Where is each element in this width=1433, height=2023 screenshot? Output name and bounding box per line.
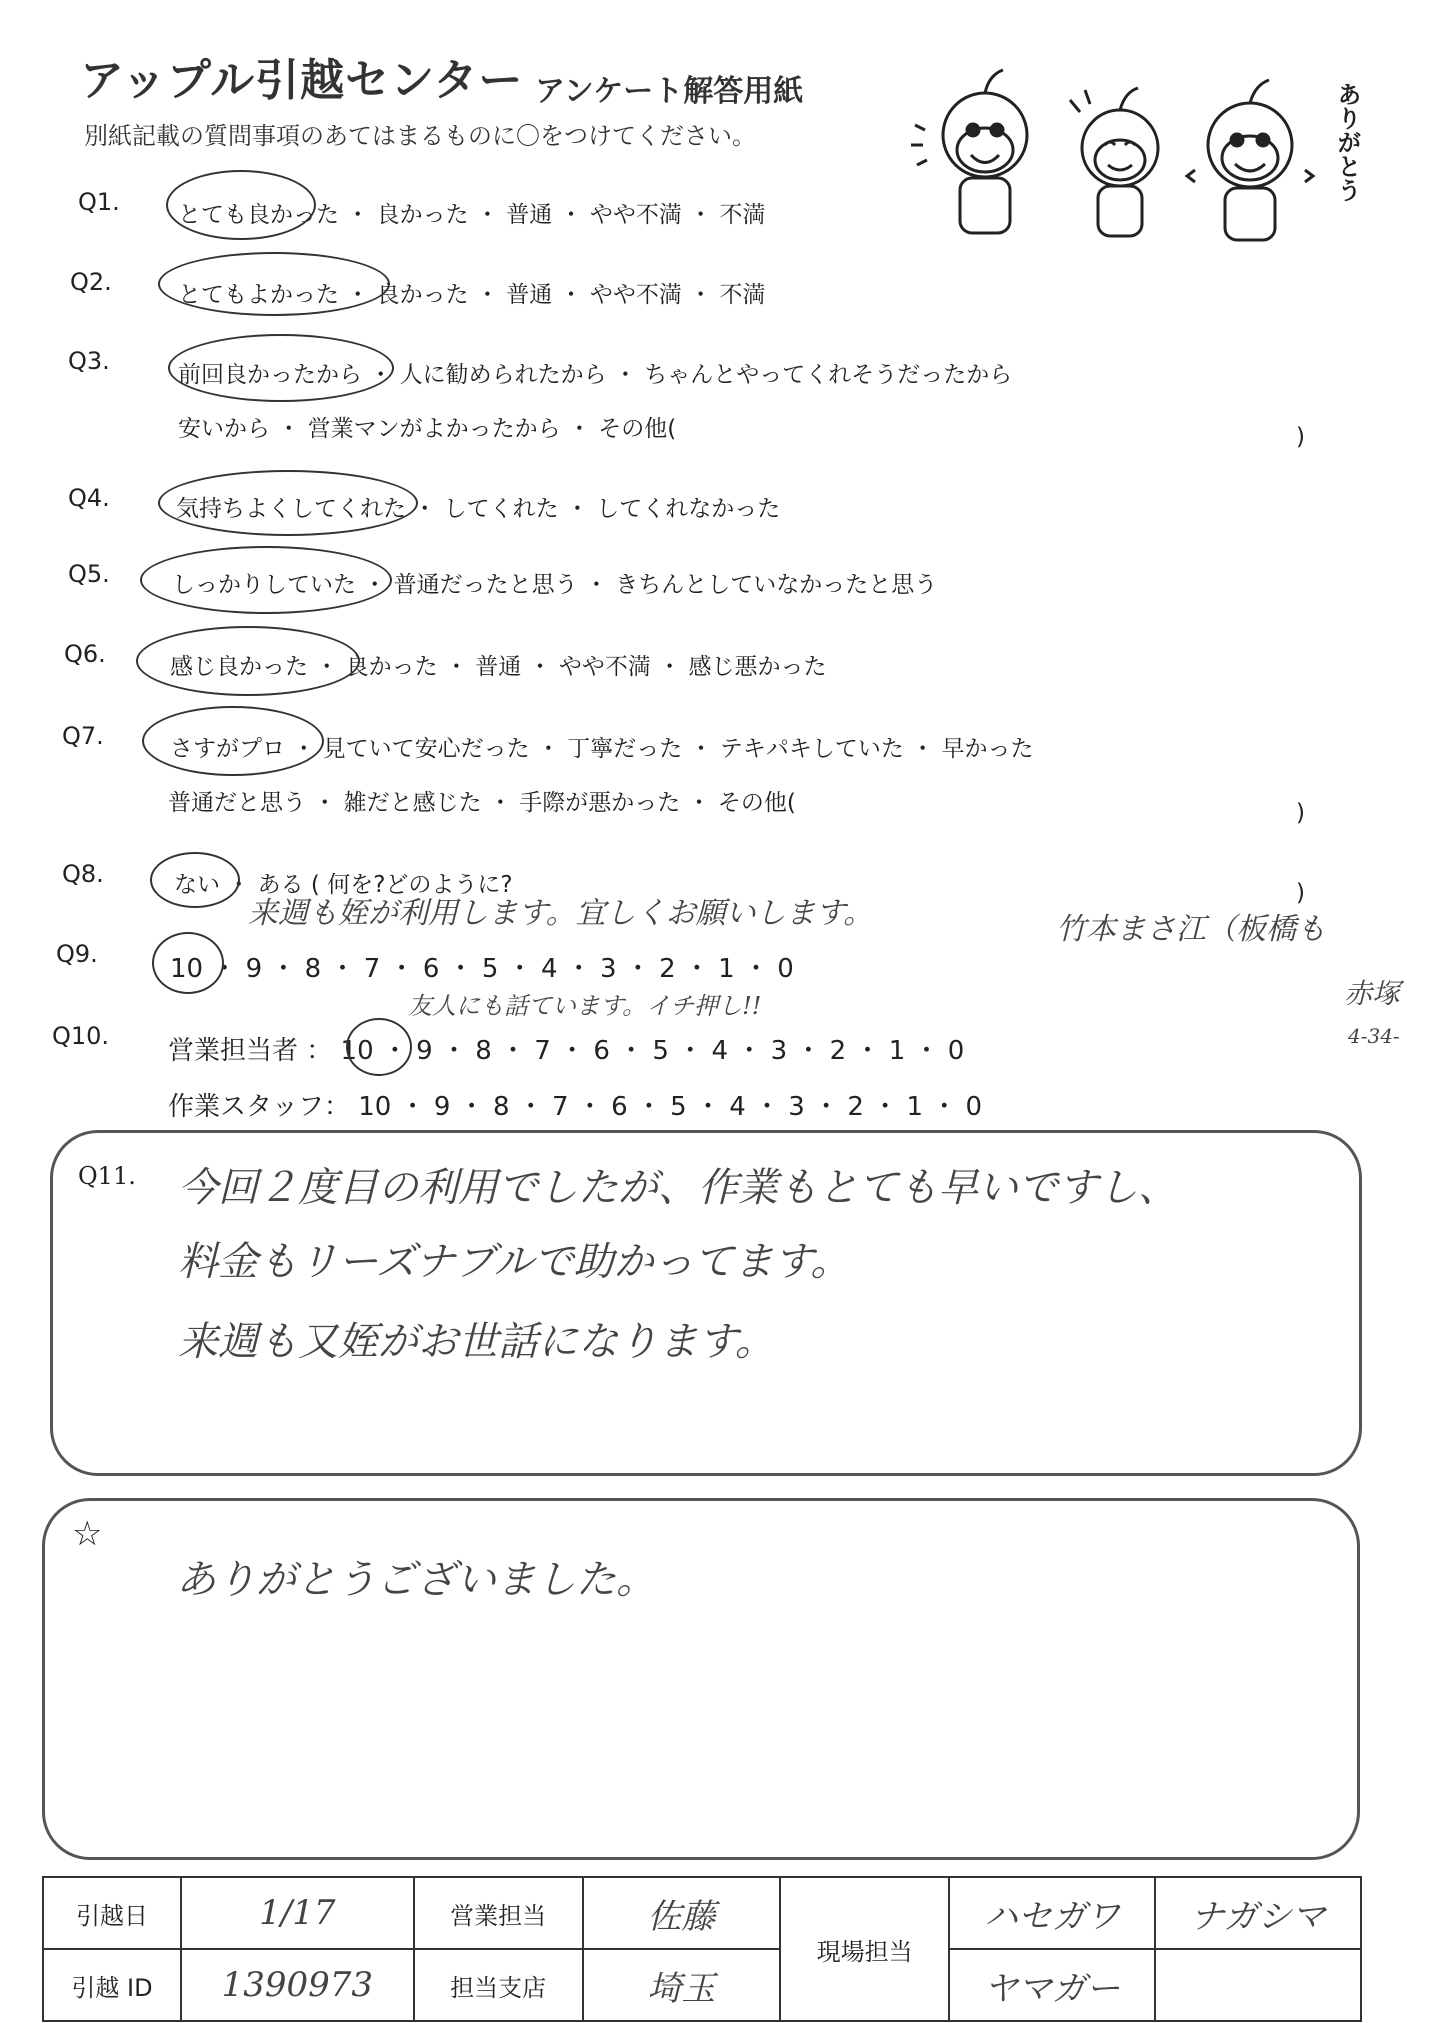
q11-comment-line-2: 料金もリーズナブルで助かってます。 — [178, 1239, 851, 1285]
question-options-q4: 気持ちよくしてくれた ・ してくれた ・ してくれなかった — [176, 496, 781, 522]
question-options-q3-line2: 安いから ・ 営業マンがよかったから ・ その他( — [178, 416, 677, 442]
question-options-q2: とてもよかった ・ 良かった ・ 普通 ・ やや不満 ・ 不満 — [178, 282, 766, 308]
question-options-q7-line2: 普通だと思う ・ 雑だと感じた ・ 手際が悪かった ・ その他( — [168, 790, 796, 816]
answer-circle-q4 — [158, 470, 418, 536]
question-close-paren-q3: ) — [1296, 424, 1305, 450]
question-options-q8: ない ・ ある ( 何を?どのように? — [174, 872, 513, 898]
question-label-q8: Q8. — [62, 860, 104, 888]
answer-circle-q9 — [152, 932, 224, 994]
site-staff-1: ハセガワ — [949, 1877, 1155, 1949]
question-close-paren-q8: ) — [1296, 880, 1305, 906]
moving-date-value: 1/17 — [181, 1877, 414, 1949]
instruction-text: 別紙記載の質問事項のあてはまるものに〇をつけてください。 — [84, 122, 756, 150]
site-staff-2: ナガシマ — [1155, 1877, 1361, 1949]
question-label-q7: Q7. — [62, 722, 104, 750]
question-label-q5: Q5. — [68, 560, 110, 588]
page-subtitle: アンケート解答用紙 — [535, 74, 804, 109]
handwritten-side-note-name: 竹本まさ江（板橋も — [1056, 912, 1326, 947]
question-label-q3: Q3. — [68, 347, 110, 375]
question-label-q6: Q6. — [64, 640, 106, 668]
branch-value: 埼玉 — [583, 1949, 781, 2021]
question-options-q9: 10 ・ 9 ・ 8 ・ 7 ・ 6 ・ 5 ・ 4 ・ 3 ・ 2 ・ 1 ・ 0 — [170, 954, 794, 984]
question-label-q1: Q1. — [78, 188, 120, 216]
question-label-q10: Q10. — [52, 1022, 110, 1050]
free-comment-text: ありがとうございました。 — [176, 1557, 656, 1603]
site-staff-3: ヤマガー — [949, 1949, 1155, 2021]
answer-circle-q1 — [166, 170, 316, 240]
question-label-q11: Q11. — [78, 1162, 136, 1190]
handwritten-note-q9: 来週も姪が利用します。宜しくお願いします。 — [248, 896, 874, 931]
answer-circle-q10 — [346, 1018, 412, 1076]
question-label-q4: Q4. — [68, 484, 110, 512]
question-label-q9: Q9. — [56, 940, 98, 968]
answer-circle-q6 — [136, 626, 360, 696]
answer-circle-q8 — [150, 852, 240, 908]
page-title: アップル引越センター — [80, 55, 524, 106]
mascot-thanks-text: ありがとう — [1333, 82, 1361, 202]
question-close-paren-q7: ) — [1296, 800, 1305, 826]
question-options-q10-sales: 営業担当者 ： 10 ・ 9 ・ 8 ・ 7 ・ 6 ・ 5 ・ 4 ・ 3 ・ 2 ・ 1 ・ 0 — [168, 1036, 965, 1066]
answer-circle-q5 — [140, 546, 392, 614]
branch-label: 担当支店 — [414, 1949, 583, 2021]
site-staff-label: 現場担当 — [780, 1877, 949, 2021]
answer-circle-q7 — [142, 706, 324, 776]
question-options-q5: しっかりしていた ・ 普通だったと思う ・ きちんとしていなかったと思う — [172, 572, 938, 598]
moving-id-value: 1390973 — [181, 1949, 414, 2021]
sales-rep-label: 営業担当 — [414, 1877, 583, 1949]
answer-circle-q3 — [168, 334, 394, 402]
answer-circle-q2 — [158, 252, 390, 316]
question-label-q2: Q2. — [70, 268, 112, 296]
question-options-q10-staff: 作業スタッフ： 10 ・ 9 ・ 8 ・ 7 ・ 6 ・ 5 ・ 4 ・ 3 ・ 2 ・ 1 ・ 0 — [168, 1092, 983, 1122]
moving-date-label: 引越日 — [43, 1877, 181, 1949]
q11-comment-line-3: 来週も又姪がお世話になります。 — [178, 1319, 775, 1365]
handwritten-side-note-address: 4-34- — [1348, 1024, 1400, 1048]
handwritten-note-q10: 友人にも話ています。イチ押し!! — [408, 992, 762, 1020]
question-options-q7-line1: さすがプロ ・ 見ていて安心だった ・ 丁寧だった ・ テキパキしていた ・ 早かった — [170, 736, 1034, 762]
moving-id-label: 引越 ID — [43, 1949, 181, 2021]
q11-comment-line-1: 今回２度目の利用でしたが、作業もとても早いですし、 — [178, 1165, 1178, 1211]
monkey-mascots-illustration — [905, 60, 1365, 250]
sales-rep-value: 佐藤 — [583, 1877, 781, 1949]
staff-info-table — [42, 1876, 1362, 2022]
question-options-q1: とても良かった ・ 良かった ・ 普通 ・ やや不満 ・ 不満 — [178, 202, 766, 228]
site-staff-empty — [1155, 1949, 1361, 2021]
question-options-q6: 感じ良かった ・ 良かった ・ 普通 ・ やや不満 ・ 感じ悪かった — [170, 654, 827, 680]
handwritten-side-note-area: 赤塚 — [1344, 977, 1401, 1010]
question-options-q3-line1: 前回良かったから ・ 人に勧められたから ・ ちゃんとやってくれそうだったから — [178, 362, 1013, 388]
star-label: ☆ — [72, 1514, 103, 1554]
